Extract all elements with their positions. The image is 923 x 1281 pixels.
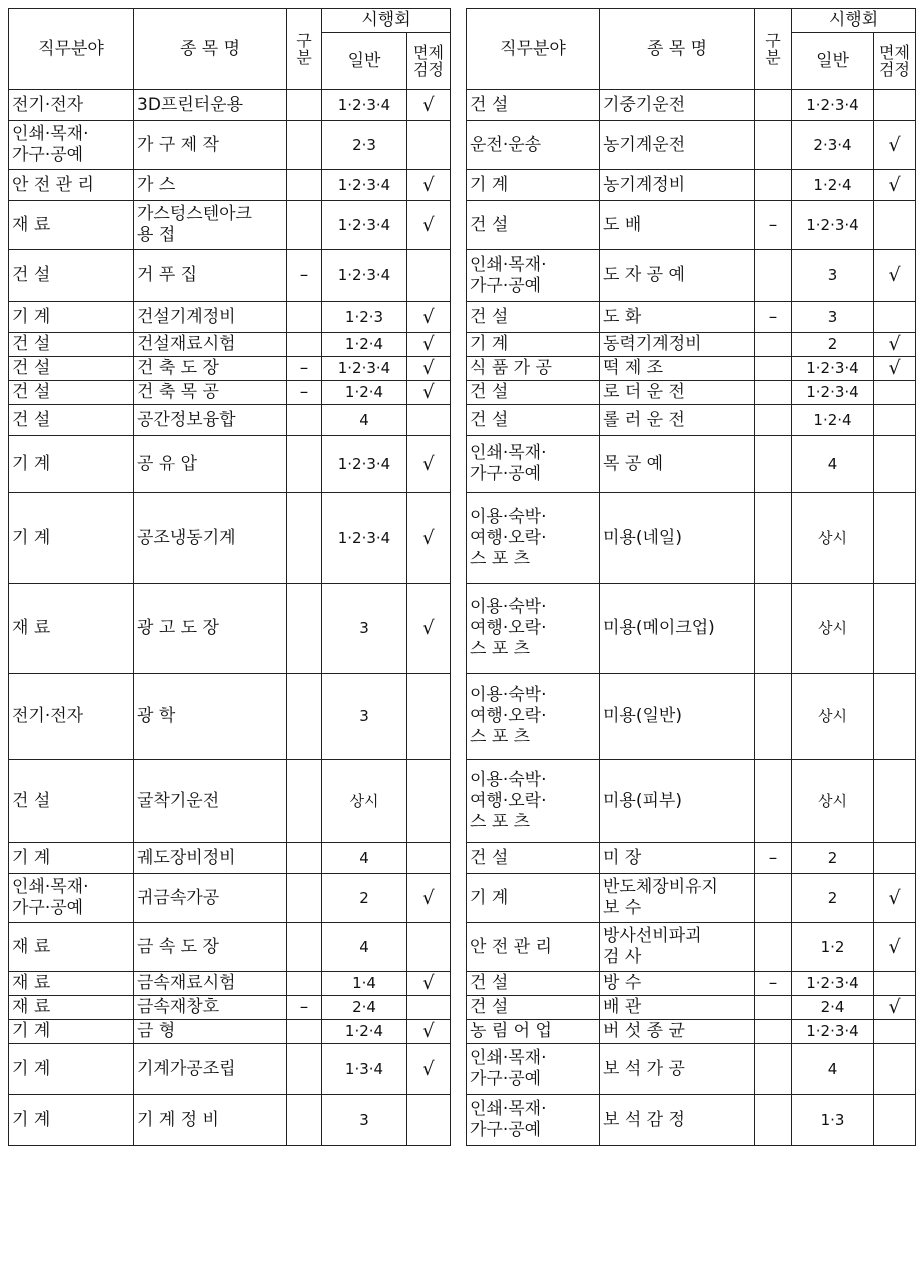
field-cell: 건 설 — [467, 201, 600, 250]
general-exam-cell: 1·2·3 — [322, 302, 407, 333]
gubun-cell: – — [287, 250, 322, 302]
exempt-exam-cell — [407, 250, 451, 302]
gubun-cell — [287, 923, 322, 972]
exempt-exam-cell: √ — [874, 170, 916, 201]
gubun-cell — [755, 674, 792, 760]
right-table — [466, 8, 916, 1146]
field-cell: 전기·전자 — [9, 90, 134, 121]
item-name-cell: 기 계 정 비 — [134, 1095, 287, 1146]
table-row — [467, 405, 916, 436]
table-row — [9, 357, 451, 381]
left-table — [8, 8, 451, 1146]
table-row — [467, 302, 916, 333]
header-field: 직무분야 — [9, 9, 134, 90]
field-cell: 기 계 — [9, 1095, 134, 1146]
general-exam-cell: 3 — [792, 250, 874, 302]
item-name-cell: 기중기운전 — [600, 90, 755, 121]
table-row — [467, 674, 916, 760]
field-cell: 인쇄·목재· 가구·공예 — [467, 436, 600, 493]
item-name-cell: 보 석 가 공 — [600, 1044, 755, 1095]
item-name-cell: 건설재료시험 — [134, 333, 287, 357]
table-row — [467, 90, 916, 121]
table-row — [467, 250, 916, 302]
field-cell: 기 계 — [9, 843, 134, 874]
table-row — [9, 1095, 451, 1146]
general-exam-cell: 1·2·4 — [322, 1020, 407, 1044]
item-name-cell: 궤도장비정비 — [134, 843, 287, 874]
exempt-exam-cell: √ — [407, 874, 451, 923]
field-cell: 건 설 — [9, 405, 134, 436]
gubun-cell — [287, 405, 322, 436]
header-general: 일반 — [792, 33, 874, 90]
exempt-exam-cell: √ — [407, 584, 451, 674]
field-cell: 재 료 — [9, 584, 134, 674]
general-exam-cell: 1·2·4 — [322, 333, 407, 357]
table-row — [467, 333, 916, 357]
gubun-cell — [755, 90, 792, 121]
gubun-cell — [755, 1044, 792, 1095]
exempt-exam-cell: √ — [407, 170, 451, 201]
field-cell: 재 료 — [9, 201, 134, 250]
exempt-exam-cell — [874, 1044, 916, 1095]
field-cell: 건 설 — [467, 405, 600, 436]
general-exam-cell: 1·2·3·4 — [792, 90, 874, 121]
exempt-exam-cell — [874, 584, 916, 674]
exempt-exam-cell — [874, 1095, 916, 1146]
item-name-cell: 굴착기운전 — [134, 760, 287, 843]
exempt-exam-cell — [874, 302, 916, 333]
gubun-cell — [287, 584, 322, 674]
table-row — [9, 1044, 451, 1095]
exempt-exam-cell: √ — [874, 333, 916, 357]
table-row — [9, 302, 451, 333]
table-row — [9, 201, 451, 250]
item-name-cell: 버 섯 종 균 — [600, 1020, 755, 1044]
field-cell: 건 설 — [467, 972, 600, 996]
field-cell: 이용·숙박· 여행·오락· 스 포 츠 — [467, 674, 600, 760]
table-row — [9, 923, 451, 972]
gubun-cell — [755, 1095, 792, 1146]
gubun-cell — [287, 874, 322, 923]
exempt-exam-cell: √ — [874, 250, 916, 302]
general-exam-cell: 1·2·3·4 — [792, 381, 874, 405]
field-cell: 재 료 — [9, 923, 134, 972]
gubun-cell — [755, 436, 792, 493]
general-exam-cell: 상시 — [792, 760, 874, 843]
gubun-cell — [755, 760, 792, 843]
table-row — [9, 843, 451, 874]
exempt-exam-cell: √ — [407, 1020, 451, 1044]
general-exam-cell: 4 — [322, 923, 407, 972]
field-cell: 인쇄·목재· 가구·공예 — [467, 1095, 600, 1146]
table-row — [9, 333, 451, 357]
gubun-cell — [755, 333, 792, 357]
gubun-cell — [755, 874, 792, 923]
general-exam-cell: 1·2·3·4 — [322, 90, 407, 121]
table-row — [467, 1020, 916, 1044]
item-name-cell: 미용(네일) — [600, 493, 755, 584]
table-row — [467, 996, 916, 1020]
header-exam: 시행회 — [792, 9, 916, 33]
item-name-cell: 귀금속가공 — [134, 874, 287, 923]
general-exam-cell: 1·2·3·4 — [322, 250, 407, 302]
field-cell: 건 설 — [467, 302, 600, 333]
field-cell: 이용·숙박· 여행·오락· 스 포 츠 — [467, 760, 600, 843]
exempt-exam-cell: √ — [407, 357, 451, 381]
field-cell: 기 계 — [9, 302, 134, 333]
gubun-cell: – — [755, 201, 792, 250]
general-exam-cell: 2·4 — [792, 996, 874, 1020]
exempt-exam-cell: √ — [874, 874, 916, 923]
gubun-cell — [287, 843, 322, 874]
field-cell: 기 계 — [9, 1020, 134, 1044]
general-exam-cell: 2 — [792, 843, 874, 874]
gubun-cell: – — [755, 843, 792, 874]
table-row — [467, 923, 916, 972]
exempt-exam-cell: √ — [874, 996, 916, 1020]
general-exam-cell: 2 — [322, 874, 407, 923]
table-row — [9, 405, 451, 436]
general-exam-cell: 4 — [792, 1044, 874, 1095]
item-name-cell: 금 형 — [134, 1020, 287, 1044]
item-name-cell: 건 축 목 공 — [134, 381, 287, 405]
field-cell: 기 계 — [467, 333, 600, 357]
gubun-cell — [287, 493, 322, 584]
gubun-cell — [755, 405, 792, 436]
item-name-cell: 목 공 예 — [600, 436, 755, 493]
table-row — [9, 90, 451, 121]
field-cell: 건 설 — [9, 357, 134, 381]
gubun-cell — [287, 760, 322, 843]
gubun-cell — [287, 201, 322, 250]
header-general: 일반 — [322, 33, 407, 90]
exempt-exam-cell — [874, 381, 916, 405]
general-exam-cell: 1·2·4 — [792, 170, 874, 201]
exempt-exam-cell: √ — [407, 302, 451, 333]
field-cell: 기 계 — [9, 493, 134, 584]
table-row — [9, 121, 451, 170]
gubun-cell — [755, 1020, 792, 1044]
header-gubun: 구 분 — [287, 9, 322, 90]
general-exam-cell: 2·3·4 — [792, 121, 874, 170]
field-cell: 인쇄·목재· 가구·공예 — [467, 250, 600, 302]
field-cell: 이용·숙박· 여행·오락· 스 포 츠 — [467, 584, 600, 674]
gubun-cell — [755, 584, 792, 674]
item-name-cell: 미용(메이크업) — [600, 584, 755, 674]
general-exam-cell: 3 — [322, 1095, 407, 1146]
item-name-cell: 미 장 — [600, 843, 755, 874]
exempt-exam-cell — [407, 760, 451, 843]
header-gubun: 구 분 — [755, 9, 792, 90]
table-row — [467, 584, 916, 674]
general-exam-cell: 1·2·3·4 — [322, 493, 407, 584]
exempt-exam-cell: √ — [407, 972, 451, 996]
item-name-cell: 도 화 — [600, 302, 755, 333]
exempt-exam-cell — [874, 843, 916, 874]
item-name-cell: 가스텅스텐아크 용 접 — [134, 201, 287, 250]
exempt-exam-cell: √ — [874, 357, 916, 381]
field-cell: 재 료 — [9, 972, 134, 996]
gubun-cell — [755, 250, 792, 302]
item-name-cell: 금속재료시험 — [134, 972, 287, 996]
item-name-cell: 금속재창호 — [134, 996, 287, 1020]
field-cell: 기 계 — [9, 436, 134, 493]
gubun-cell — [755, 493, 792, 584]
field-cell: 건 설 — [9, 250, 134, 302]
table-row — [9, 170, 451, 201]
exempt-exam-cell — [407, 405, 451, 436]
general-exam-cell: 2·3 — [322, 121, 407, 170]
item-name-cell: 광 학 — [134, 674, 287, 760]
general-exam-cell: 1·2·3·4 — [792, 972, 874, 996]
table-row — [467, 972, 916, 996]
exempt-exam-cell: √ — [874, 923, 916, 972]
gubun-cell — [287, 121, 322, 170]
field-cell: 운전·운송 — [467, 121, 600, 170]
general-exam-cell: 1·2·3·4 — [792, 1020, 874, 1044]
table-row — [467, 201, 916, 250]
gubun-cell: – — [287, 996, 322, 1020]
field-cell: 농 림 어 업 — [467, 1020, 600, 1044]
header-item: 종 목 명 — [600, 9, 755, 90]
general-exam-cell: 1·2·3·4 — [792, 357, 874, 381]
item-name-cell: 방 수 — [600, 972, 755, 996]
general-exam-cell: 2 — [792, 333, 874, 357]
field-cell: 이용·숙박· 여행·오락· 스 포 츠 — [467, 493, 600, 584]
table-row — [467, 874, 916, 923]
gubun-cell — [755, 923, 792, 972]
exempt-exam-cell — [407, 674, 451, 760]
general-exam-cell: 상시 — [322, 760, 407, 843]
table-row — [467, 436, 916, 493]
table-row — [467, 1095, 916, 1146]
item-name-cell: 농기계정비 — [600, 170, 755, 201]
gubun-cell — [287, 170, 322, 201]
table-row — [9, 436, 451, 493]
field-cell: 인쇄·목재· 가구·공예 — [9, 874, 134, 923]
table-row — [9, 1020, 451, 1044]
header-exempt: 면제 검정 — [407, 33, 451, 90]
table-row — [9, 493, 451, 584]
table-row — [467, 121, 916, 170]
table-row — [467, 760, 916, 843]
exempt-exam-cell: √ — [874, 121, 916, 170]
gubun-cell — [755, 170, 792, 201]
exempt-exam-cell — [874, 674, 916, 760]
field-cell: 건 설 — [9, 333, 134, 357]
general-exam-cell: 상시 — [792, 674, 874, 760]
general-exam-cell: 1·3 — [792, 1095, 874, 1146]
field-cell: 전기·전자 — [9, 674, 134, 760]
gubun-cell: – — [755, 972, 792, 996]
field-cell: 건 설 — [467, 996, 600, 1020]
item-name-cell: 공 유 압 — [134, 436, 287, 493]
field-cell: 기 계 — [467, 170, 600, 201]
item-name-cell: 로 더 운 전 — [600, 381, 755, 405]
general-exam-cell: 1·2·3·4 — [322, 357, 407, 381]
general-exam-cell: 4 — [322, 405, 407, 436]
item-name-cell: 금 속 도 장 — [134, 923, 287, 972]
general-exam-cell: 1·2·3·4 — [322, 436, 407, 493]
general-exam-cell: 1·2·4 — [322, 381, 407, 405]
table-row — [467, 357, 916, 381]
exempt-exam-cell — [407, 121, 451, 170]
table-row — [9, 381, 451, 405]
general-exam-cell: 3 — [322, 674, 407, 760]
item-name-cell: 거 푸 집 — [134, 250, 287, 302]
gubun-cell — [755, 121, 792, 170]
gubun-cell: – — [287, 381, 322, 405]
header-exempt: 면제 검정 — [874, 33, 916, 90]
general-exam-cell: 1·4 — [322, 972, 407, 996]
field-cell: 건 설 — [467, 843, 600, 874]
field-cell: 안 전 관 리 — [9, 170, 134, 201]
general-exam-cell: 1·2·3·4 — [322, 201, 407, 250]
table-row — [9, 996, 451, 1020]
general-exam-cell: 4 — [322, 843, 407, 874]
item-name-cell: 가 스 — [134, 170, 287, 201]
item-name-cell: 떡 제 조 — [600, 357, 755, 381]
table-row — [9, 584, 451, 674]
item-name-cell: 공간정보융합 — [134, 405, 287, 436]
left-table-body — [9, 90, 451, 1146]
item-name-cell: 광 고 도 장 — [134, 584, 287, 674]
field-cell: 재 료 — [9, 996, 134, 1020]
field-cell: 인쇄·목재· 가구·공예 — [9, 121, 134, 170]
gubun-cell — [287, 674, 322, 760]
exempt-exam-cell: √ — [407, 333, 451, 357]
exempt-exam-cell — [874, 90, 916, 121]
table-row — [9, 250, 451, 302]
item-name-cell: 기계가공조립 — [134, 1044, 287, 1095]
gubun-cell — [287, 1044, 322, 1095]
item-name-cell: 농기계운전 — [600, 121, 755, 170]
gubun-cell — [287, 972, 322, 996]
table-row — [467, 1044, 916, 1095]
gubun-cell — [755, 996, 792, 1020]
general-exam-cell: 2·4 — [322, 996, 407, 1020]
gubun-cell — [287, 302, 322, 333]
item-name-cell: 배 관 — [600, 996, 755, 1020]
gubun-cell — [287, 1020, 322, 1044]
general-exam-cell: 1·2·3·4 — [792, 201, 874, 250]
item-name-cell: 반도체장비유지 보 수 — [600, 874, 755, 923]
table-row — [9, 674, 451, 760]
general-exam-cell: 상시 — [792, 493, 874, 584]
general-exam-cell: 1·3·4 — [322, 1044, 407, 1095]
table-row — [467, 170, 916, 201]
item-name-cell: 건설기계정비 — [134, 302, 287, 333]
header-field: 직무분야 — [467, 9, 600, 90]
right-table-body — [467, 90, 916, 1146]
exempt-exam-cell — [874, 760, 916, 843]
field-cell: 식 품 가 공 — [467, 357, 600, 381]
general-exam-cell: 1·2 — [792, 923, 874, 972]
general-exam-cell: 4 — [792, 436, 874, 493]
exempt-exam-cell — [874, 436, 916, 493]
gubun-cell — [755, 357, 792, 381]
field-cell: 건 설 — [9, 760, 134, 843]
item-name-cell: 도 자 공 예 — [600, 250, 755, 302]
gubun-cell: – — [755, 302, 792, 333]
gubun-cell — [287, 333, 322, 357]
item-name-cell: 미용(피부) — [600, 760, 755, 843]
general-exam-cell: 1·2·3·4 — [322, 170, 407, 201]
exempt-exam-cell: √ — [407, 201, 451, 250]
field-cell: 건 설 — [9, 381, 134, 405]
item-name-cell: 방사선비파괴 검 사 — [600, 923, 755, 972]
item-name-cell: 롤 러 운 전 — [600, 405, 755, 436]
exempt-exam-cell — [874, 493, 916, 584]
exempt-exam-cell — [407, 1095, 451, 1146]
general-exam-cell: 3 — [792, 302, 874, 333]
table-row — [9, 874, 451, 923]
general-exam-cell: 상시 — [792, 584, 874, 674]
item-name-cell: 미용(일반) — [600, 674, 755, 760]
field-cell: 인쇄·목재· 가구·공예 — [467, 1044, 600, 1095]
exempt-exam-cell: √ — [407, 381, 451, 405]
gubun-cell: – — [287, 357, 322, 381]
item-name-cell: 보 석 감 정 — [600, 1095, 755, 1146]
exempt-exam-cell: √ — [407, 493, 451, 584]
exempt-exam-cell — [874, 201, 916, 250]
field-cell: 건 설 — [467, 90, 600, 121]
left-table-header — [9, 9, 451, 90]
header-item: 종 목 명 — [134, 9, 287, 90]
table-row — [467, 381, 916, 405]
general-exam-cell: 2 — [792, 874, 874, 923]
gubun-cell — [287, 90, 322, 121]
item-name-cell: 공조냉동기계 — [134, 493, 287, 584]
table-row — [9, 972, 451, 996]
gubun-cell — [755, 381, 792, 405]
table-row — [467, 493, 916, 584]
exempt-exam-cell — [874, 405, 916, 436]
item-name-cell: 동력기계정비 — [600, 333, 755, 357]
general-exam-cell: 1·2·4 — [792, 405, 874, 436]
general-exam-cell: 3 — [322, 584, 407, 674]
field-cell: 기 계 — [9, 1044, 134, 1095]
exempt-exam-cell: √ — [407, 90, 451, 121]
table-row — [467, 843, 916, 874]
right-table-header — [467, 9, 916, 90]
gubun-cell — [287, 436, 322, 493]
item-name-cell: 가 구 제 작 — [134, 121, 287, 170]
item-name-cell: 도 배 — [600, 201, 755, 250]
exempt-exam-cell — [407, 843, 451, 874]
field-cell: 건 설 — [467, 381, 600, 405]
field-cell: 기 계 — [467, 874, 600, 923]
gubun-cell — [287, 1095, 322, 1146]
exempt-exam-cell — [874, 972, 916, 996]
table-row — [9, 760, 451, 843]
header-exam: 시행회 — [322, 9, 451, 33]
exempt-exam-cell — [407, 996, 451, 1020]
exempt-exam-cell — [407, 923, 451, 972]
exempt-exam-cell — [874, 1020, 916, 1044]
item-name-cell: 3D프린터운용 — [134, 90, 287, 121]
exempt-exam-cell: √ — [407, 436, 451, 493]
field-cell: 안 전 관 리 — [467, 923, 600, 972]
exempt-exam-cell: √ — [407, 1044, 451, 1095]
item-name-cell: 건 축 도 장 — [134, 357, 287, 381]
